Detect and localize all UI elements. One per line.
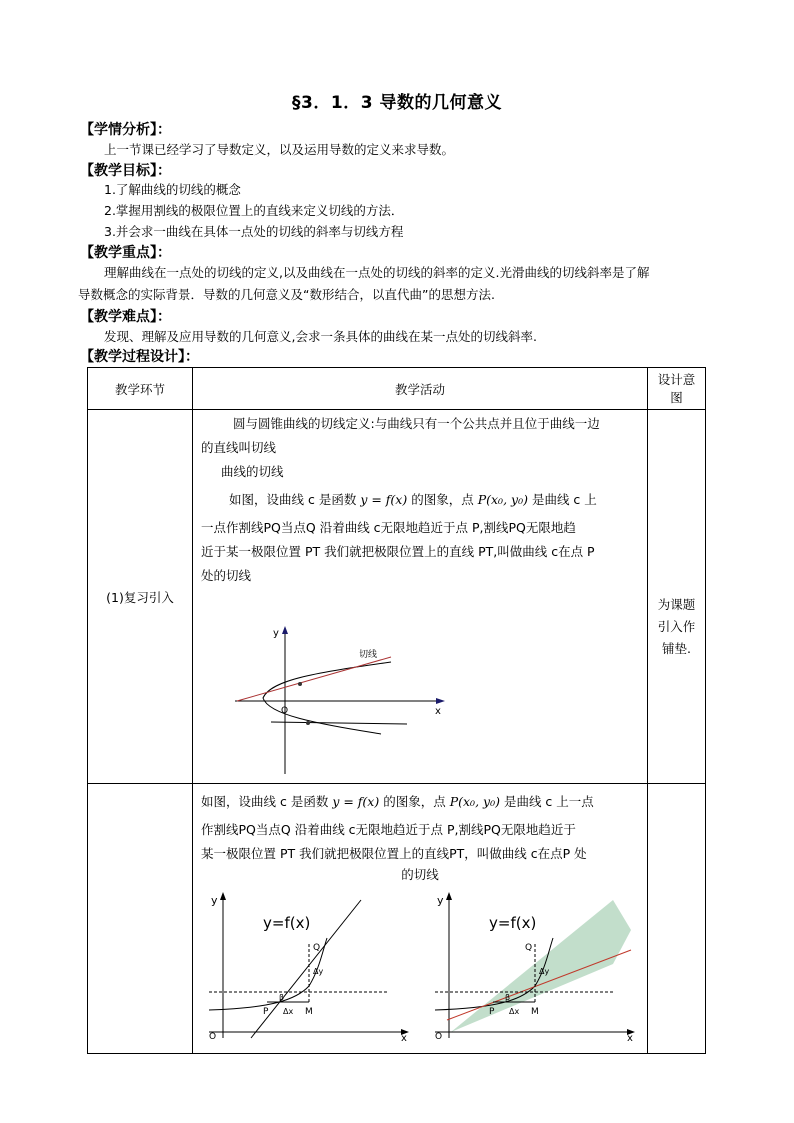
section-heading-mubiao: 【教学目标】： (80, 163, 171, 179)
y-label: y (211, 894, 218, 907)
y-label: y (273, 628, 279, 639)
dx-label: Δx (283, 1007, 294, 1016)
point-formula: P(x₀, y₀) (477, 492, 528, 507)
function-formula: y = f(x) (332, 794, 380, 809)
activity-cell-2 (193, 784, 648, 1054)
activity-text (201, 484, 639, 516)
y-axis-arrow-icon (220, 892, 226, 900)
function-label: y=f(x) (263, 914, 311, 932)
header-intent-line1: 设计意 (657, 371, 696, 387)
stage-label: (1)复习引入 (106, 589, 174, 605)
header-intent (648, 368, 706, 410)
dy-label: Δy (313, 967, 324, 976)
page-title: §3．1．3 导数的几何意义 (292, 93, 502, 113)
point-formula: P(x₀, y₀) (449, 794, 500, 809)
text-span: 是曲线 c 上一点 (503, 794, 594, 809)
beta-label: β (505, 993, 511, 1002)
activity-text: 近于某一极限位置 PT 我们就把极限位置上的直线 PT,叫做曲线 c在点 P (201, 544, 595, 559)
beta-label: β (279, 993, 285, 1002)
activity-cell-1 (193, 410, 648, 784)
p-label: P (263, 1007, 269, 1017)
intent-cell-2 (648, 784, 706, 1054)
point-marker (298, 682, 302, 686)
function-label: y=f(x) (489, 914, 537, 932)
function-formula: y = f(x) (360, 492, 408, 507)
section-heading-xueqing: 【学情分析】： (80, 122, 171, 138)
process-table (87, 367, 706, 1054)
dy-label: Δy (539, 967, 550, 976)
y-axis-arrow-icon (282, 626, 288, 634)
activity-text (201, 786, 639, 818)
intent-cell-1 (648, 410, 706, 784)
section-heading-guocheng: 【教学过程设计】： (80, 349, 199, 365)
intent-text: 铺垫. (662, 640, 691, 656)
section-heading-zhongdian: 【教学重点】： (80, 245, 171, 261)
q-label: Q (313, 943, 321, 953)
x-label: x (401, 1033, 407, 1042)
x-label: x (435, 706, 441, 717)
tangent-label: 切线 (359, 650, 378, 660)
text-span: 的图象，点 (411, 492, 474, 507)
shaded-secant-region (451, 900, 631, 1032)
intent-text: 为课题 (657, 596, 696, 612)
stage-cell-2 (88, 784, 193, 1054)
origin-label: O (281, 706, 289, 716)
m-label: M (305, 1007, 313, 1017)
tangent-line (237, 657, 391, 701)
activity-text: 曲线的切线 (221, 464, 284, 479)
objective-item: 3.并会求一曲线在具体一点处的切线的斜率与切线方程 (104, 224, 404, 239)
tangent-figure-1 (231, 624, 451, 779)
origin-label: O (209, 1032, 217, 1042)
point-marker (306, 721, 310, 725)
stage-cell-1 (88, 410, 193, 784)
secant-figure-a (201, 890, 413, 1042)
p-label: P (489, 1007, 495, 1017)
section-text-xueqing: 上一节课已经学习了导数定义，以及运用导数的定义来求导数。 (104, 142, 455, 157)
section-text-nandian: 发现、理解及应用导数的几何意义,会求一条具体的曲线在某一点处的切线斜率. (104, 329, 537, 344)
origin-label: O (435, 1032, 443, 1042)
activity-text: 处的切线 (201, 568, 252, 583)
objective-item: 2.掌握用割线的极限位置上的直线来定义切线的方法． (104, 203, 404, 218)
secant-figure-b (427, 890, 639, 1042)
y-axis-arrow-icon (446, 892, 452, 900)
x-label: x (627, 1033, 633, 1042)
activity-text: 作割线PQ当点Q 沿着曲线 c无限地趋近于点 P,割线PQ无限地趋近于 (201, 822, 576, 837)
dx-label: Δx (509, 1007, 520, 1016)
activity-text: 某一极限位置 PT 我们就把极限位置上的直线PT，叫做曲线 c在点P 处 (201, 846, 587, 861)
header-stage: 教学环节 (88, 368, 193, 410)
x-axis-arrow-icon (436, 698, 445, 704)
text-span: 如图，设曲线 c 是函数 (201, 794, 329, 809)
secant-line (271, 722, 407, 724)
text-span: 的图象，点 (383, 794, 446, 809)
text-span: 是曲线 c 上 (531, 492, 597, 507)
y-label: y (437, 894, 444, 907)
activity-text: 的切线 (401, 867, 439, 882)
section-text-zhongdian-2: 导数概念的实际背景．导数的几何意义及“数形结合，以直代曲”的思想方法. (78, 287, 495, 302)
activity-text: 的直线叫切线 (201, 440, 277, 455)
intent-text: 引入作 (657, 618, 696, 634)
activity-text: 一点作割线PQ当点Q 沿着曲线 c无限地趋近于点 P,割线PQ无限地趋 (201, 520, 576, 535)
section-heading-nandian: 【教学难点】： (80, 309, 171, 325)
objective-item: 1.了解曲线的切线的概念 (104, 182, 241, 197)
header-intent-line2: 图 (670, 389, 683, 405)
text-span: 如图，设曲线 c 是函数 (229, 492, 357, 507)
header-activity: 教学活动 (193, 368, 648, 410)
activity-text: 圆与圆锥曲线的切线定义:与曲线只有一个公共点并且位于曲线一边 (233, 416, 600, 431)
m-label: M (531, 1007, 539, 1017)
section-text-zhongdian-1: 理解曲线在一点处的切线的定义,以及曲线在一点处的切线的斜率的定义.光滑曲线的切线斜率是了解 (104, 265, 650, 280)
q-label: Q (525, 943, 533, 953)
